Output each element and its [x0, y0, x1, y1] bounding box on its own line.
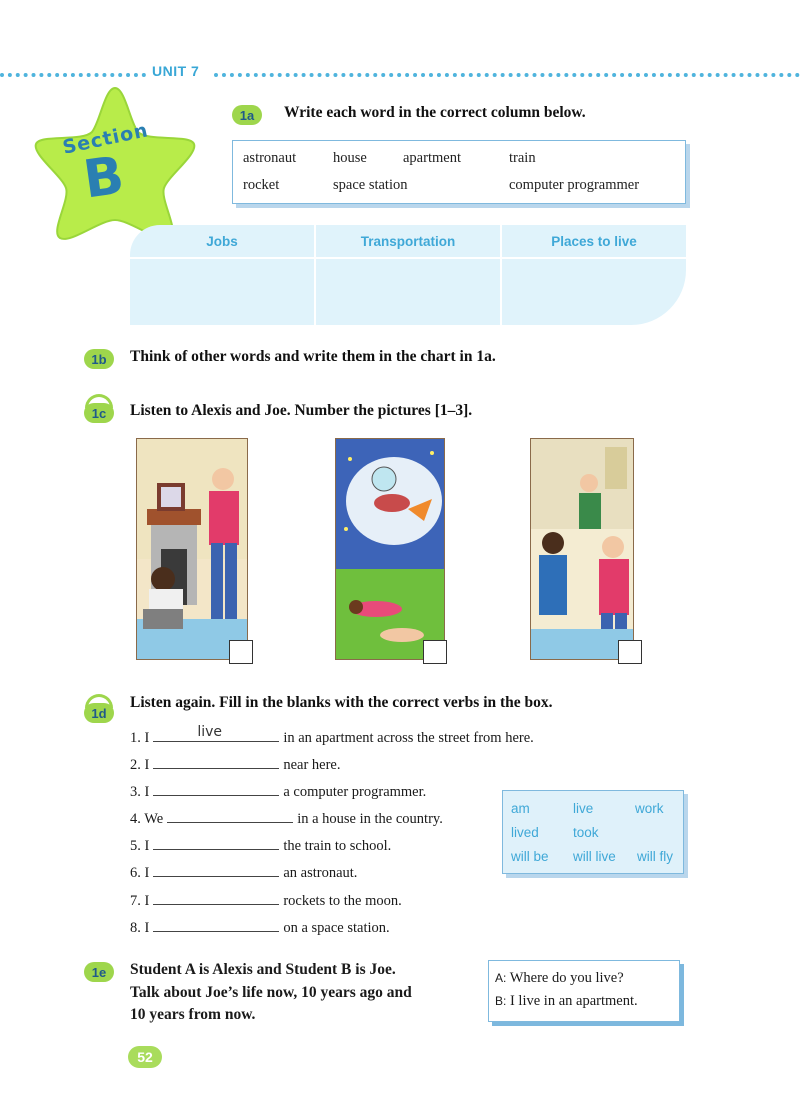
word-item: space station	[333, 177, 408, 193]
item-rest: in a house in the country.	[297, 811, 443, 827]
dialog-text: Where do you live?	[509, 970, 624, 986]
verb-option: will live	[573, 849, 616, 864]
verb-option: lived	[511, 825, 539, 840]
unit-label: UNIT 7	[152, 63, 200, 79]
verb-option: work	[635, 801, 664, 816]
picture-number-box[interactable]	[618, 640, 642, 664]
picture-dream-illustration	[336, 439, 445, 660]
picture-dreaming-astronaut	[335, 438, 445, 660]
sorting-chart	[130, 225, 686, 325]
item-number: 7. I	[130, 893, 150, 909]
picture-number-box[interactable]	[423, 640, 447, 664]
item-number: 8. I	[130, 920, 150, 936]
item-rest: rockets to the moon.	[283, 893, 402, 909]
picture-fireplace-illustration	[137, 439, 248, 660]
picture-party-people	[530, 438, 634, 660]
picture-fireplace-family	[136, 438, 248, 660]
word-item: train	[509, 150, 536, 166]
word-box	[232, 140, 686, 204]
answer-blank[interactable]	[167, 809, 293, 823]
answer-blank[interactable]	[153, 863, 279, 877]
instruction-1c: Listen to Alexis and Joe. Number the pictures [1–3].	[130, 402, 473, 419]
word-item: house	[333, 150, 367, 166]
picture-party-illustration	[531, 439, 634, 660]
item-number: 5. I	[130, 838, 150, 854]
item-rest: an astronaut.	[283, 865, 358, 881]
answer-blank[interactable]	[153, 918, 279, 932]
verb-option: took	[573, 825, 599, 840]
verb-option: am	[511, 801, 530, 816]
item-number: 3. I	[130, 784, 150, 800]
fill-in-item-2	[130, 755, 341, 774]
verb-option: will fly	[637, 849, 673, 864]
fill-in-item-4	[130, 809, 443, 828]
chart-header-jobs: Jobs	[206, 233, 238, 249]
item-number: 4. We	[130, 811, 164, 827]
answer-blank[interactable]	[153, 836, 279, 850]
instruction-1a: Write each word in the correct column below.	[284, 104, 586, 121]
star-section-letter: B	[80, 145, 128, 211]
item-rest: the train to school.	[283, 838, 392, 854]
instruction-1e-line-2: Talk about Joe’s life now, 10 years ago and	[130, 984, 412, 1001]
chart-header-divider	[130, 257, 686, 259]
exercise-badge-1d: 1d	[84, 703, 114, 723]
chart-header-transportation: Transportation	[360, 233, 456, 249]
verb-option: will be	[511, 849, 549, 864]
dialog-text: I live in an apartment.	[509, 993, 638, 1009]
verb-box	[502, 790, 684, 874]
fill-in-item-5	[130, 836, 391, 855]
word-item: rocket	[243, 177, 280, 193]
chart-header-places-to-live: Places to live	[551, 233, 637, 249]
fill-in-item-1	[130, 724, 534, 747]
instruction-1e-line-3: 10 years from now.	[130, 1006, 256, 1023]
word-item: apartment	[403, 150, 461, 166]
dialog-line-b	[495, 993, 638, 1010]
exercise-badge-1b: 1b	[84, 349, 114, 369]
item-rest: near here.	[283, 757, 341, 773]
word-item: astronaut	[243, 150, 297, 166]
dialog-speaker: B:	[495, 994, 507, 1008]
fill-in-item-8	[130, 918, 390, 937]
item-rest: a computer programmer.	[283, 784, 427, 800]
fill-in-item-3	[130, 782, 426, 801]
star-section-word: Section	[60, 119, 151, 159]
instruction-1e-line-1: Student A is Alexis and Student B is Joe.	[130, 961, 396, 978]
exercise-badge-1a: 1a	[232, 105, 262, 125]
word-item: computer programmer	[509, 177, 640, 193]
exercise-badge-1e: 1e	[84, 962, 114, 982]
exercise-badge-1c: 1c	[84, 403, 114, 423]
answer-blank[interactable]	[153, 724, 279, 742]
fill-in-item-7	[130, 891, 402, 910]
answer-blank[interactable]	[153, 755, 279, 769]
answer-blank[interactable]	[153, 891, 279, 905]
header-dotted-rule-left	[0, 73, 146, 77]
item-number: 2. I	[130, 757, 150, 773]
page-number: 52	[128, 1046, 162, 1068]
item-rest: on a space station.	[283, 920, 390, 936]
dialog-line-a	[495, 970, 624, 987]
picture-number-box[interactable]	[229, 640, 253, 664]
answer-blank[interactable]	[153, 782, 279, 796]
fill-in-item-6	[130, 863, 357, 882]
header-dotted-rule-right	[214, 73, 800, 77]
answer-filled-text: live	[197, 724, 223, 740]
item-number: 6. I	[130, 865, 150, 881]
instruction-1b: Think of other words and write them in the chart in 1a.	[130, 348, 496, 365]
item-number: 1. I	[130, 730, 150, 746]
dialog-box	[488, 960, 680, 1022]
dialog-speaker: A:	[495, 971, 507, 985]
verb-option: live	[573, 801, 594, 816]
item-rest: in an apartment across the street from here.	[283, 730, 534, 746]
instruction-1d: Listen again. Fill in the blanks with the correct verbs in the box.	[130, 694, 553, 711]
